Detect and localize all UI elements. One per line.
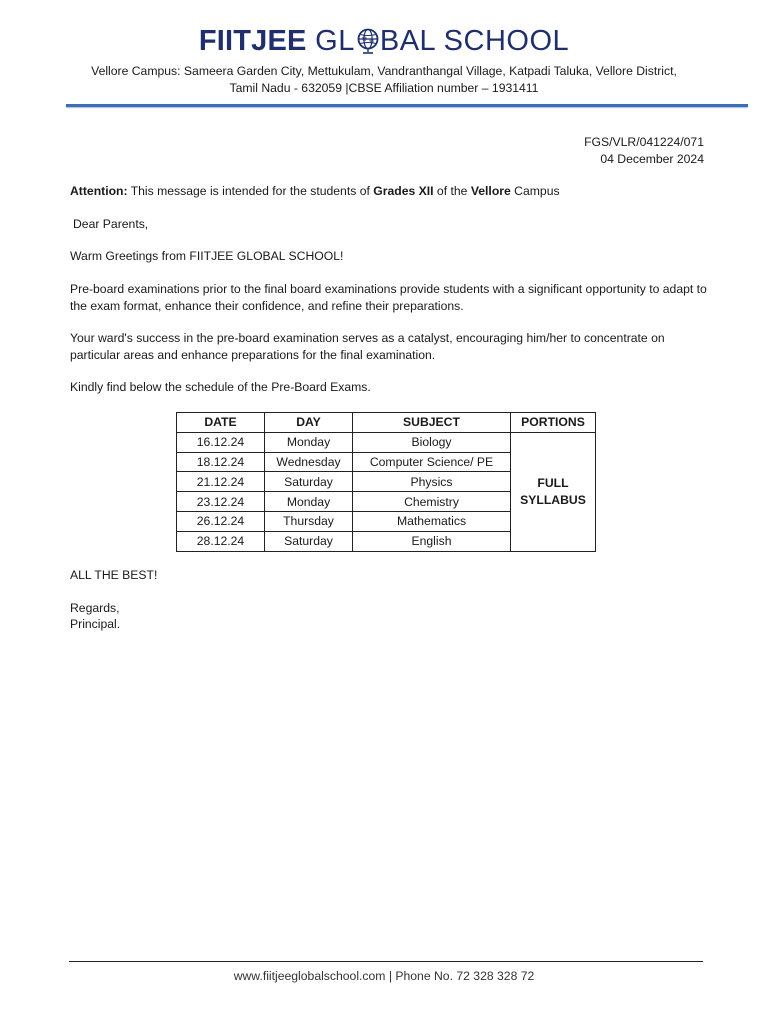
attention-text-2: of the (433, 184, 471, 198)
column-header-subject: SUBJECT (353, 413, 511, 433)
brand-name-bold: FIITJEE (198, 25, 307, 57)
cell-date: 28.12.24 (177, 531, 265, 551)
cell-subject: Chemistry (353, 492, 511, 512)
closing-wish: ALL THE BEST! (70, 568, 158, 582)
cell-day: Monday (265, 432, 353, 452)
exam-schedule-table (176, 412, 596, 552)
attention-label: Attention: (70, 184, 128, 198)
column-header-date: DATE (177, 413, 265, 433)
cell-date: 18.12.24 (177, 452, 265, 472)
greeting: Warm Greetings from FIITJEE GLOBAL SCHOOL! (70, 249, 344, 263)
paragraph-preboard: Pre-board examinations prior to the final board examinations provide students with a significant opportunity to adapt to the exam format, enhance their confidence, and refine their preparations. (70, 282, 707, 313)
cell-subject: Computer Science/ PE (353, 452, 511, 472)
attention-grades: Grades XII (373, 184, 434, 198)
cell-day: Wednesday (265, 452, 353, 472)
cell-day: Saturday (265, 531, 353, 551)
portions-line-1: FULL (537, 475, 569, 490)
cell-day: Monday (265, 492, 353, 512)
cell-portions (511, 432, 596, 551)
cell-date: 26.12.24 (177, 511, 265, 531)
letter-date: 04 December 2024 (600, 151, 704, 166)
attention-text-1: This message is intended for the students of (127, 184, 374, 198)
cell-date: 23.12.24 (177, 492, 265, 512)
cell-subject: Biology (353, 432, 511, 452)
table-header-row (177, 413, 596, 433)
paragraph-success: Your ward's success in the pre-board examination serves as a catalyst, encouraging him/her to concentrate on particular areas and enhance preparations for the final examination. (70, 331, 665, 362)
brand-name-gl: GL (315, 25, 355, 57)
cell-subject: English (353, 531, 511, 551)
globe-icon (356, 28, 380, 54)
closing-regards: Regards, (70, 601, 120, 615)
table-row (177, 432, 596, 452)
attention-campus: Vellore (470, 184, 511, 198)
attention-line (70, 183, 706, 200)
reference-block (584, 134, 704, 167)
schedule-intro: Kindly find below the schedule of the Pre-Board Exams. (70, 380, 371, 394)
column-header-day: DAY (265, 413, 353, 433)
column-header-portions: PORTIONS (511, 413, 596, 433)
address-line-1: Vellore Campus: Sameera Garden City, Mettukulam, Vandranthangal Village, Katpadi Taluka, Vellore District, (91, 64, 677, 78)
cell-day: Thursday (265, 511, 353, 531)
cell-day: Saturday (265, 472, 353, 492)
signatory: Principal. (70, 617, 121, 631)
campus-address (40, 63, 728, 96)
brand-name-rest: BAL SCHOOL (379, 25, 570, 57)
footer-contact: www.fiitjeeglobalschool.com | Phone No. 72 328 328 72 (233, 969, 535, 983)
attention-text-3: Campus (510, 184, 560, 198)
footer-divider (69, 961, 703, 962)
school-logo-wordmark (0, 24, 768, 58)
salutation: Dear Parents, (73, 217, 149, 231)
portions-line-2: SYLLABUS (520, 492, 586, 507)
header-divider (66, 104, 748, 107)
cell-date: 16.12.24 (177, 432, 265, 452)
cell-subject: Mathematics (353, 511, 511, 531)
cell-date: 21.12.24 (177, 472, 265, 492)
cell-subject: Physics (353, 472, 511, 492)
reference-number: FGS/VLR/041224/071 (584, 135, 704, 149)
address-line-2: Tamil Nadu - 632059 |CBSE Affiliation number – 1931411 (229, 80, 539, 95)
